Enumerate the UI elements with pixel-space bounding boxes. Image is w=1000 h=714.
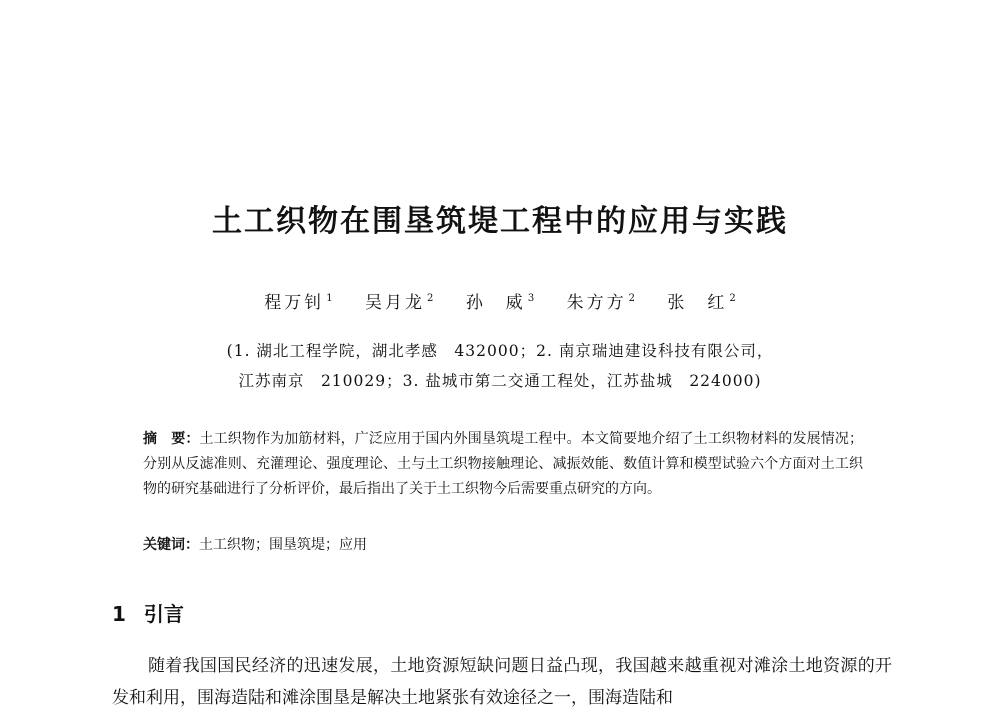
affiliation-line-2: 江苏南京 210029；3. 盐城市第二交通工程处，江苏盐城 224000) (238, 372, 762, 390)
author-affiliation-marker: 3 (527, 293, 535, 305)
author (466, 288, 534, 313)
section-number: 1 (112, 602, 126, 626)
author-name: 吴月龙 (365, 293, 426, 313)
author-list (0, 288, 1000, 313)
abstract (143, 427, 863, 502)
author-affiliation-marker: 2 (628, 293, 635, 305)
affiliation-line-1: (1. 湖北工程学院，湖北孝感 432000；2. 南京瑞迪建设科技有限公司， (226, 342, 774, 360)
abstract-label: 摘 要： (143, 431, 200, 447)
author-name: 朱方方 (566, 293, 627, 313)
author (264, 288, 332, 313)
paper-title: 土工织物在围垦筑堤工程中的应用与实践 (212, 204, 788, 239)
author-name: 孙 威 (465, 293, 526, 313)
keywords (143, 534, 367, 554)
abstract-text: 土工织物作为加筋材料，广泛应用于国内外围垦筑堤工程中。本文简要地介绍了土工织物材料的发展情况；分别从反滤准则、充灌理论、强度理论、土与土工织物接触理论、减振效能、数值计算和模型试验六个方面对土工织物的研究基础进行了分析评价，最后指出了关于土工织物今后需要重点研究的方向。 (143, 431, 864, 497)
author (667, 288, 735, 313)
author (365, 288, 433, 313)
author-affiliation-marker: 1 (326, 293, 333, 305)
section-heading (112, 598, 184, 627)
section-title: 引言 (143, 602, 184, 626)
author-affiliation-marker: 2 (427, 293, 434, 305)
author (567, 288, 635, 313)
body-paragraph: 随着我国国民经济的迅速发展，土地资源短缺问题日益凸现，我国越来越重视对滩涂土地资源的开发和利用，围海造陆和滩涂围垦是解决土地紧张有效途径之一，围海造陆和 (112, 656, 892, 708)
keywords-label: 关键词： (143, 537, 199, 553)
keywords-text: 土工织物；围垦筑堤；应用 (199, 537, 367, 553)
author-affiliation-marker: 2 (729, 293, 736, 305)
author-name: 程万钊 (264, 293, 325, 313)
author-name: 张 红 (667, 293, 728, 313)
